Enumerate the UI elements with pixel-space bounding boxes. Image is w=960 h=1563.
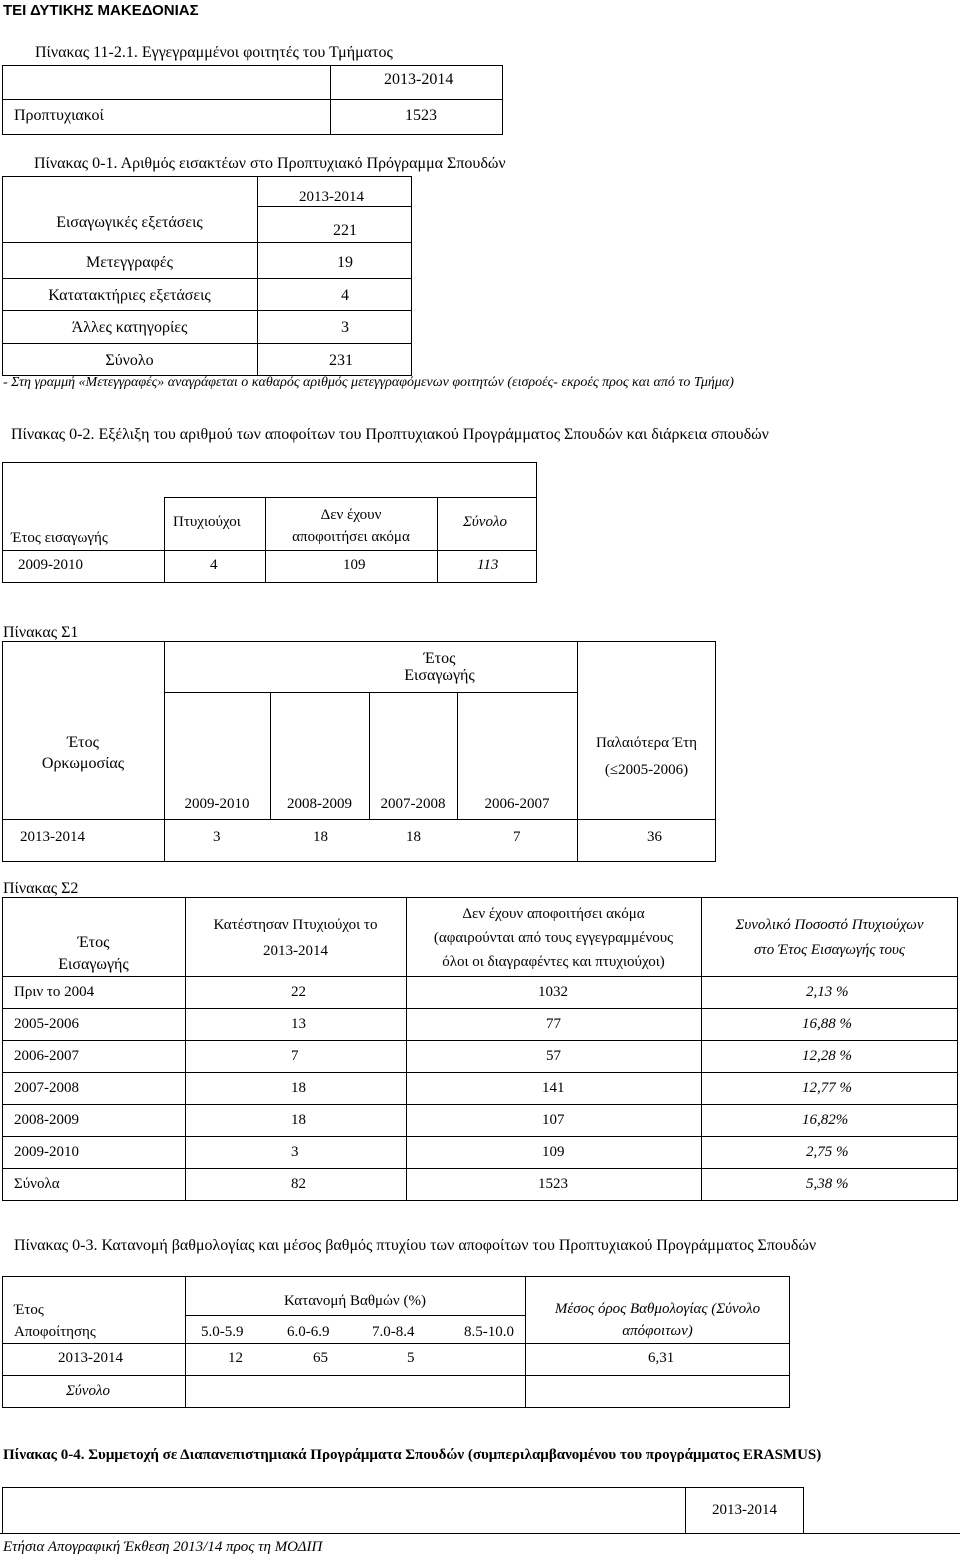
table-header-cell: Παλαιότερα Έτη	[595, 735, 698, 751]
table-cell: 12,77 %	[802, 1080, 852, 1096]
table-cell: 6,31	[648, 1350, 675, 1366]
table-cell: 57	[546, 1048, 561, 1064]
table-cell: Κατατακτήριες εξετάσεις	[48, 287, 211, 304]
table-header-cell: Έτος	[67, 734, 99, 751]
table-header-cell: 8.5-10.0	[464, 1324, 514, 1340]
table-header-cell: απόφοιτων)	[622, 1323, 693, 1339]
table-cell: 221	[333, 222, 357, 239]
table-caption: Πίνακας 11-2.1. Εγγεγραμμένοι φοιτητές του Τμήματος	[35, 44, 393, 61]
table-cell: 16,88 %	[802, 1016, 852, 1032]
table-cell: 2009-2010	[18, 557, 83, 573]
table-header-cell: Έτος	[14, 1302, 44, 1318]
table-note: - Στη γραμμή «Μετεγγραφές» αναγράφεται ο καθαρός αριθμός μετεγγραφόμενων φοιτητών (εισροές- εκροές προς και από το Τμήμα)	[3, 375, 734, 390]
table-cell: Προπτυχιακοί	[14, 107, 104, 124]
table-header-cell: Έτος	[77, 934, 110, 951]
table-cell: 3	[291, 1144, 299, 1160]
table-header-cell: 2008-2009	[287, 796, 352, 812]
table-header-cell: Κατανομή Βαθμών (%)	[284, 1293, 426, 1309]
table-caption: Πίνακας 0-4. Συμμετοχή σε Διαπανεπιστημιακά Προγράμματα Σπουδών (συμπεριλαμβανομένου του προγράμματος ERASMUS)	[3, 1447, 822, 1463]
table-header-cell: 2013-2014	[384, 71, 454, 88]
table-cell: 3	[213, 829, 221, 845]
table-header-cell: Εισαγωγής	[58, 956, 129, 973]
table-cell: 18	[406, 829, 421, 845]
table-cell: 13	[291, 1016, 306, 1032]
table-header-cell: 2009-2010	[184, 796, 250, 812]
table-header-cell: Ορκωμοσίας	[41, 755, 125, 772]
table-cell: Μετεγγραφές	[86, 254, 173, 271]
table-cell: 82	[291, 1176, 306, 1192]
table-header-cell: Συνολικό Ποσοστό Πτυχιούχων	[735, 917, 924, 933]
table-cell: 113	[477, 557, 499, 573]
table-header-cell: όλοι οι διαγραφέντες και πτυχιούχοι)	[442, 954, 665, 970]
table-cell: 19	[337, 254, 353, 271]
table-cell: 4	[341, 287, 349, 304]
table-header-cell: Έτος	[423, 650, 456, 667]
table-cell: Πριν το 2004	[14, 984, 95, 1000]
table-cell: 2013-2014	[20, 829, 85, 845]
table-cell: 65	[313, 1350, 328, 1366]
table-header-cell: Πτυχιούχοι	[173, 514, 241, 530]
table-header-cell: Μέσος όρος Βαθμολογίας (Σύνολο	[554, 1301, 761, 1317]
table-cell: 231	[329, 352, 353, 369]
table-cell: 22	[291, 984, 306, 1000]
table-cell: 36	[647, 829, 662, 845]
table-cell: 2,13 %	[806, 984, 849, 1000]
table-cell: Εισαγωγικές εξετάσεις	[56, 214, 203, 231]
table-cell: 2013-2014	[58, 1350, 123, 1366]
table-header-cell: Αποφοίτησης	[14, 1324, 96, 1340]
table-header-cell: 2013-2014	[263, 943, 328, 959]
table-header-cell: αποφοιτήσει ακόμα	[292, 529, 410, 545]
table-cell: 18	[291, 1080, 306, 1096]
table-cell: 12	[228, 1350, 243, 1366]
table-cell: Άλλες κατηγορίες	[71, 319, 188, 336]
table-cell: 2005-2006	[14, 1016, 79, 1032]
table-caption: Πίνακας Σ1	[3, 624, 79, 641]
table-cell: 107	[542, 1112, 565, 1128]
table-header-cell: 2013-2014	[299, 189, 364, 205]
table-header-cell: (αφαιρούνται από τους εγγεγραμμένους	[433, 930, 674, 946]
table-cell: 141	[542, 1080, 565, 1096]
table-cell: 1523	[405, 107, 437, 124]
table-cell: 12,28 %	[802, 1048, 852, 1064]
table-caption: Πίνακας 0-2. Εξέλιξη του αριθμού των αποφοίτων του Προπτυχιακού Προγράμματος Σπουδών και διάρκεια σπουδών	[11, 426, 769, 443]
table-cell: Σύνολα	[14, 1176, 60, 1192]
table-cell: 7	[291, 1048, 299, 1064]
table-cell: 1032	[538, 984, 568, 1000]
table-cell: 5,38 %	[806, 1176, 849, 1192]
table-cell: Σύνολο	[66, 1383, 110, 1399]
table-header-cell: (≤2005-2006)	[604, 762, 689, 778]
table-header-cell: 7.0-8.4	[372, 1324, 415, 1340]
table-cell: 3	[341, 319, 349, 336]
table-cell: 2008-2009	[14, 1112, 79, 1128]
table-caption: Πίνακας Σ2	[3, 880, 79, 897]
table-header-cell: 6.0-6.9	[287, 1324, 330, 1340]
table-cell: Σύνολο	[105, 352, 154, 369]
table-header-cell: Εισαγωγής	[404, 667, 475, 684]
table-cell: 5	[407, 1350, 415, 1366]
table-header-cell: Δεν έχουν αποφοιτήσει ακόμα	[462, 906, 645, 922]
table-cell: 7	[513, 829, 521, 845]
table-cell: 1523	[538, 1176, 568, 1192]
table-header-cell: Δεν έχουν	[320, 507, 382, 523]
table-cell: 4	[210, 557, 218, 573]
table-header-cell: Έτος εισαγωγής	[11, 530, 108, 546]
table-cell: 2,75 %	[806, 1144, 849, 1160]
table-header-cell: στο Έτος Εισαγωγής τους	[753, 942, 906, 958]
table-cell: 18	[291, 1112, 306, 1128]
table-header-cell: Σύνολο	[463, 514, 507, 530]
table-header-cell: 5.0-5.9	[201, 1324, 244, 1340]
table-cell: 2006-2007	[14, 1048, 79, 1064]
table-cell: 18	[313, 829, 328, 845]
page-footer: Ετήσια Απογραφική Έκθεση 2013/14 προς τη ΜΟΔΙΠ	[3, 1539, 323, 1555]
table-header-cell: Κατέστησαν Πτυχιούχοι το	[213, 917, 378, 933]
institution-header: ΤΕΙ ΔΥΤΙΚΗΣ ΜΑΚΕΔΟΝΙΑΣ	[3, 2, 199, 19]
table-cell: 2007-2008	[14, 1080, 79, 1096]
table-cell: 109	[542, 1144, 565, 1160]
table-cell: 109	[343, 557, 366, 573]
table-header-cell: 2013-2014	[712, 1502, 777, 1518]
table-cell: 2009-2010	[14, 1144, 79, 1160]
table-header-cell: 2006-2007	[484, 796, 550, 812]
table-header-cell: 2007-2008	[380, 796, 446, 812]
table-cell: 77	[546, 1016, 561, 1032]
table-cell: 16,82%	[802, 1112, 849, 1128]
table-caption: Πίνακας 0-1. Αριθμός εισακτέων στο Προπτυχιακό Πρόγραμμα Σπουδών	[34, 155, 506, 172]
table-caption: Πίνακας 0-3. Κατανομή βαθμολογίας και μέσος βαθμός πτυχίου των αποφοίτων του Προπτυχιακού Προγράμματος Σπουδών	[14, 1237, 817, 1254]
